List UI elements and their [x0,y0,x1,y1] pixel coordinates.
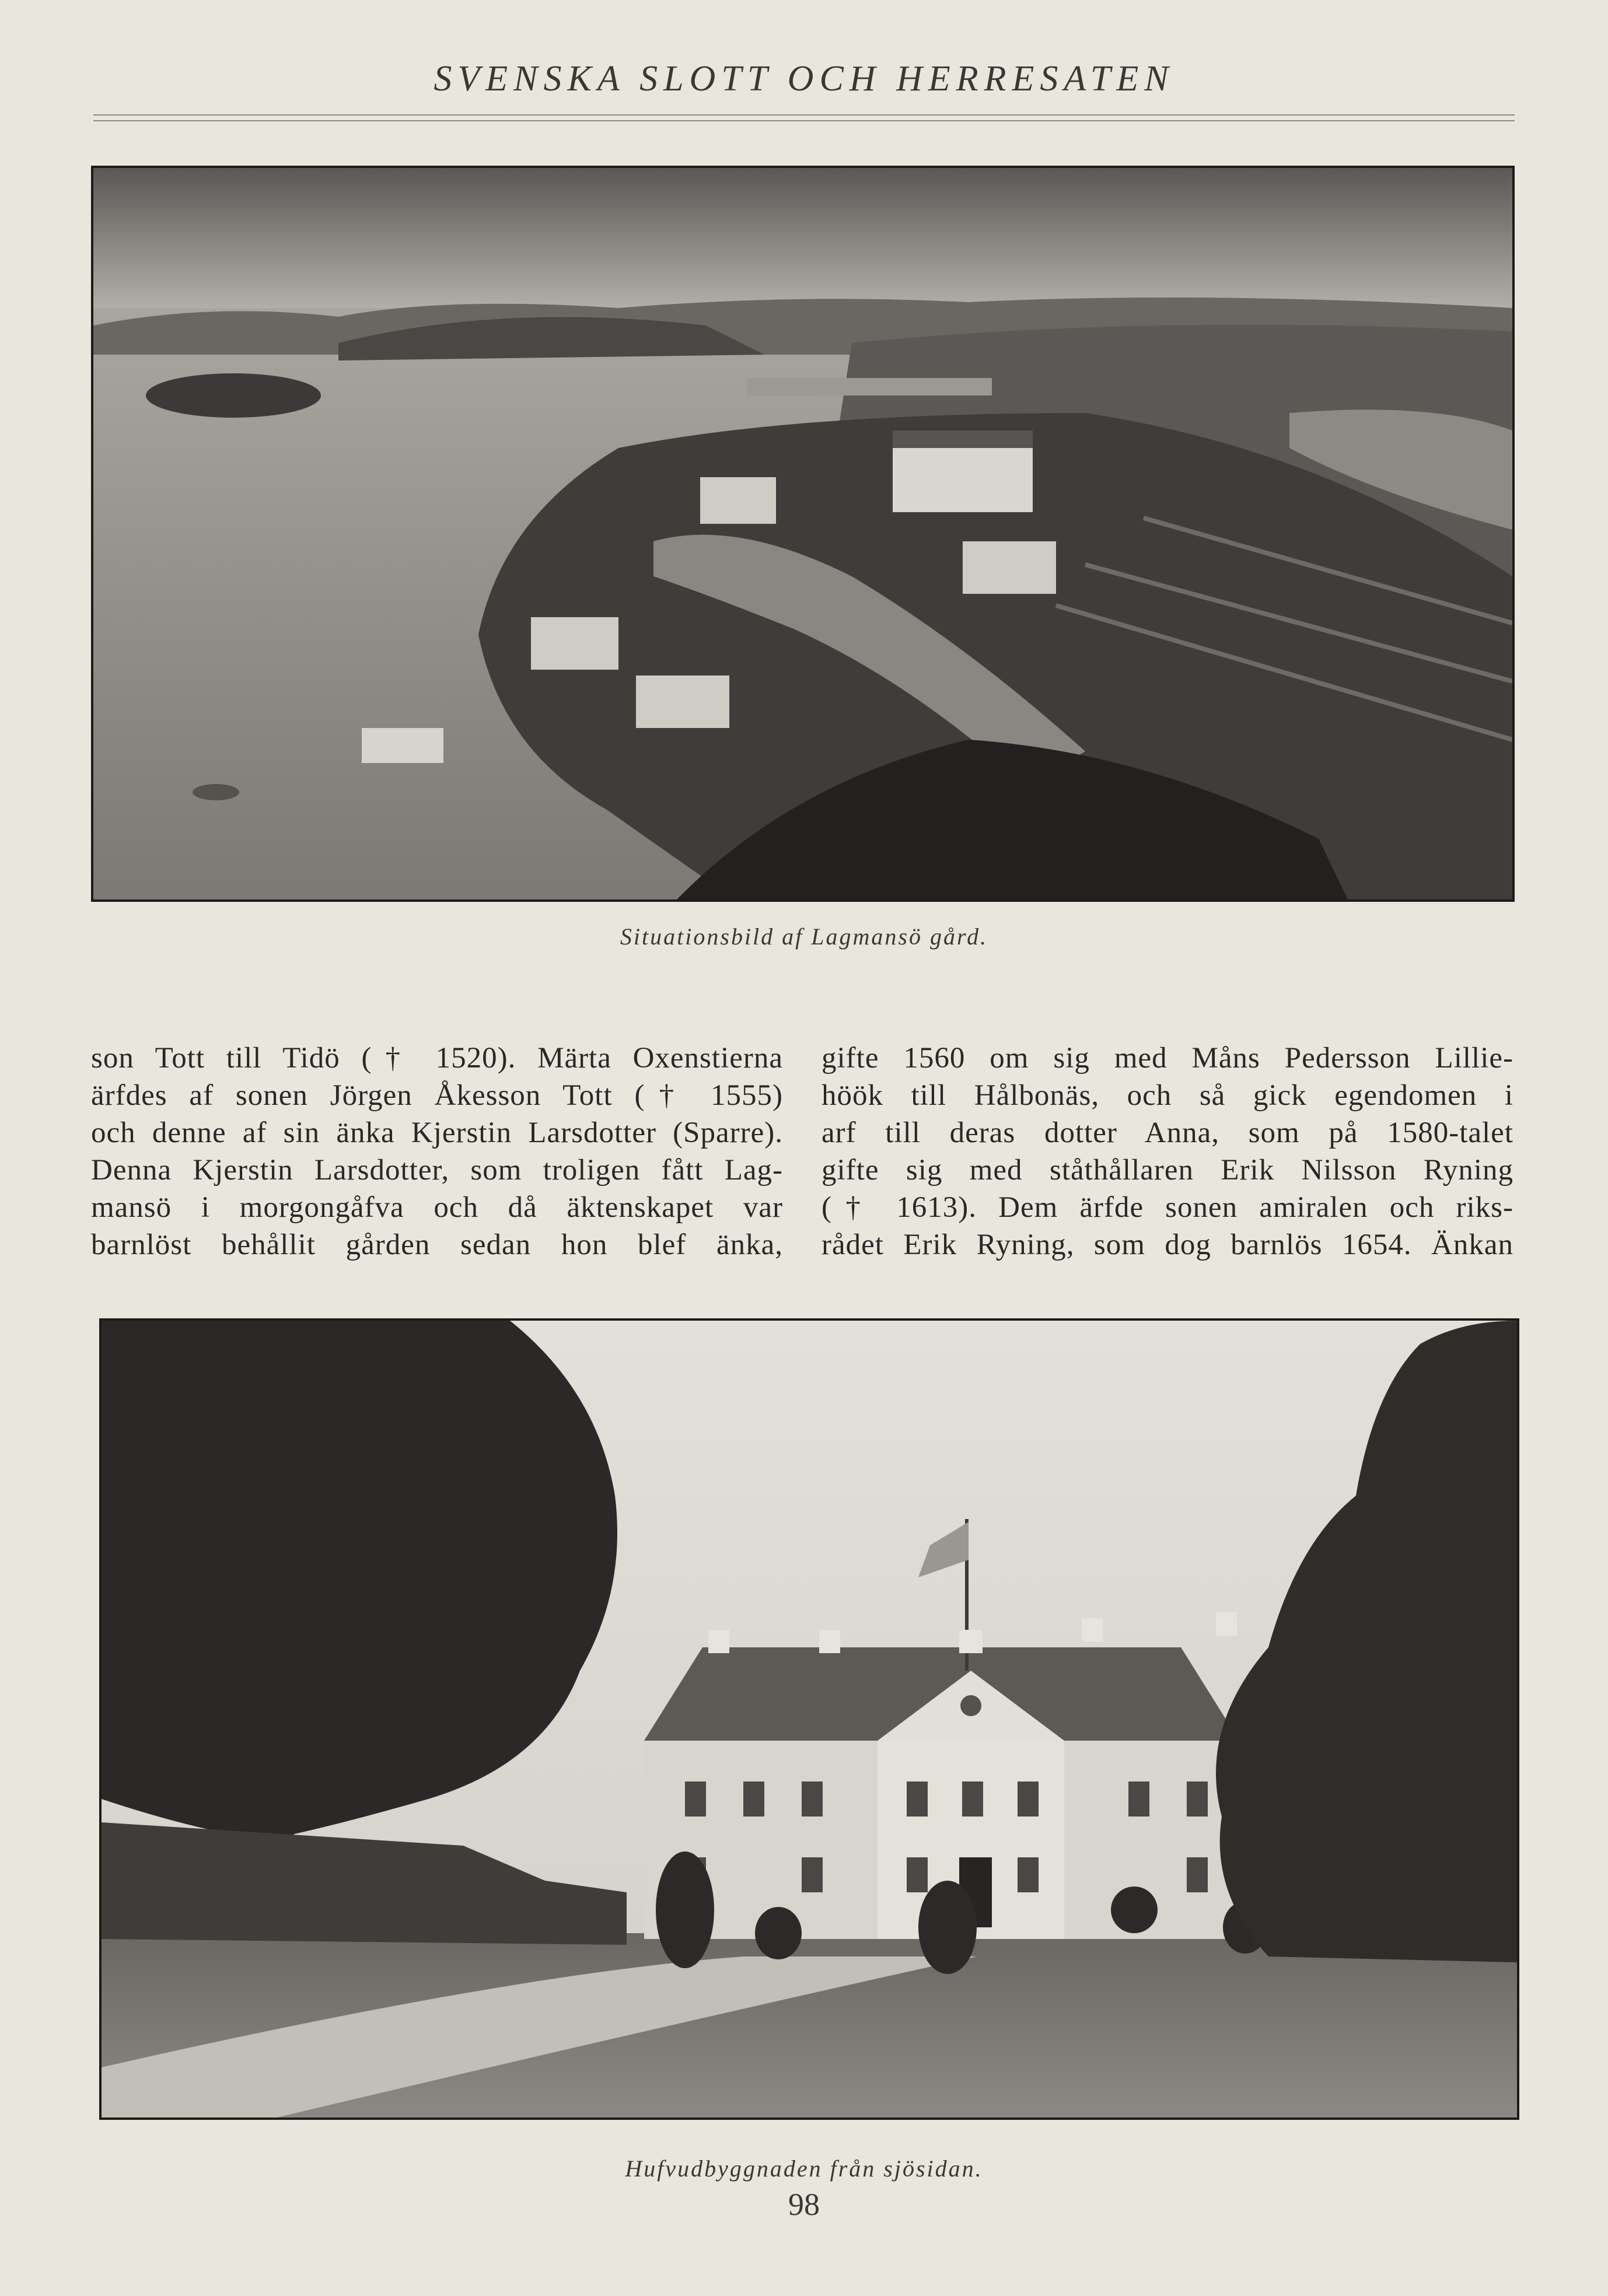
text-line: Denna Kjerstin Larsdotter, som troligen fått Lag- [91,1154,783,1186]
text-line: gifte sig med ståthållaren Erik Nilsson Ryning [822,1154,1513,1186]
header-rule-lower [93,120,1515,121]
bottom-figure-caption: Hufvudbyggnaden från sjösidan. [625,2155,983,2182]
text-line: barnlöst behållit gården sedan hon blef änka, [91,1228,783,1261]
header-rule [93,114,1515,116]
text-line: († 1613). Dem ärfde sonen amiralen och riks- [822,1191,1513,1224]
text-column-left [91,1040,783,1264]
main-building-photo [99,1318,1519,2120]
main-building-drawing [102,1321,1517,2118]
running-head: SVENSKA SLOTT OCH HERRESATEN [434,59,1174,99]
text-line: gifte 1560 om sig med Måns Pedersson Lillie- [822,1042,1513,1074]
page-number: 98 [788,2187,820,2222]
text-line: höök till Hålbonäs, och så gick egendomen i [822,1079,1513,1112]
text-column-right [822,1040,1513,1264]
text-line: arf till deras dotter Anna, som på 1580-talet [822,1116,1513,1149]
text-line: och denne af sin änka Kjerstin Larsdotter (Sparre). [91,1116,783,1149]
text-line: rådet Erik Ryning, som dog barnlös 1654. Änkan [822,1228,1513,1261]
estate-aerial-drawing [93,168,1512,900]
estate-aerial-view-image [91,166,1515,902]
text-line: ärfdes af sonen Jörgen Åkesson Tott († 1555) [91,1079,783,1112]
text-line: son Tott till Tidö († 1520). Märta Oxenstierna [91,1042,783,1074]
text-line: mansö i morgongåfva och då äktenskapet var [91,1191,783,1224]
top-figure-caption: Situationsbild af Lagmansö gård. [620,923,988,950]
